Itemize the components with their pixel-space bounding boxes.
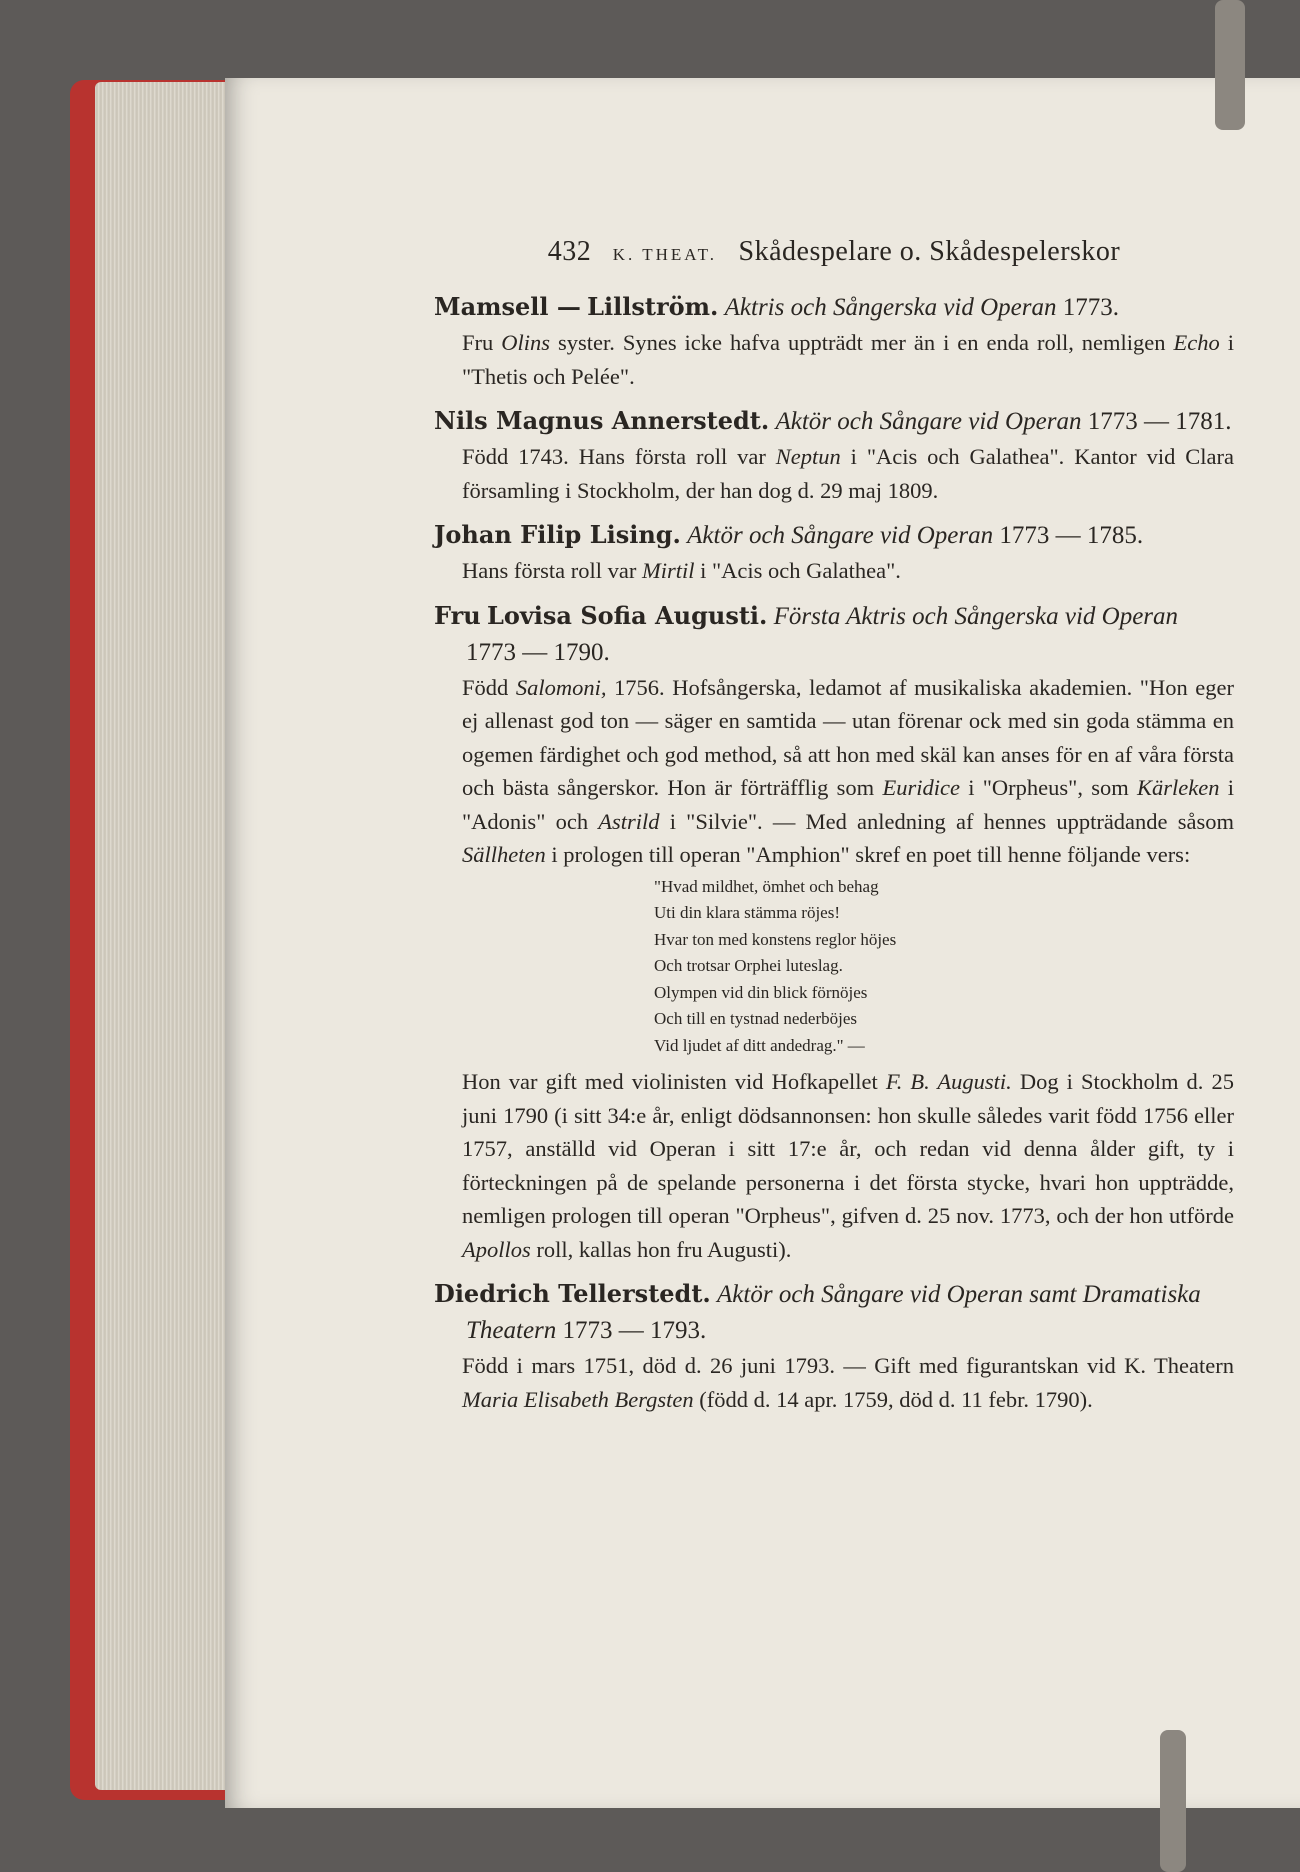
entry-heading (434, 403, 1234, 440)
italic-text: Mirtil (641, 558, 695, 583)
page-text (434, 232, 1234, 1426)
entry-prefix: Mamsell — (434, 292, 581, 321)
poem-line: Och trotsar Orphei luteslag. (654, 956, 843, 975)
entry-role: Aktris och Sångerska vid Operan (724, 294, 1057, 321)
entry-name: Johan Filip Lising. (434, 520, 681, 549)
poem-line: Och till en tystnad nederböjes (654, 1009, 858, 1028)
entry-role: Aktör och Sångare vid Operan (687, 522, 994, 549)
poem-line: "Hvad mildhet, ömhet och behag (654, 876, 879, 896)
entry (434, 517, 1234, 588)
poem (434, 874, 1234, 1060)
entry-role: Aktör och Sångare vid Operan (775, 408, 1082, 435)
entry-name: Nils Magnus Annerstedt. (434, 406, 770, 435)
italic-text: Kärleken (1136, 775, 1220, 800)
running-header (434, 232, 1234, 275)
entry-body-continued: Hon var gift med violinisten vid Hofkapellet F. B. Augusti. Dog i Stockholm d. 25 juni 1790 (i sitt 34:e år, enligt dödsannonsen: hon skulle således varit född 1756 eller 1757, anställd vid Operan i sitt 17:e år, och redan vid denna ålder gift, ty i förteckningen på de spelande personerna i det första stycke, hvari hon uppträdde, nemligen prologen till operan "Orpheus", gifven d. 25 nov. 1773, och der hon utförde Apollos roll, kallas hon fru Augusti). (462, 1069, 1234, 1262)
page-number: 432 (547, 236, 592, 267)
entry-heading (434, 598, 1234, 671)
entry-body: Född 1743. Hans första roll var Neptun i "Acis och Galathea". Kantor vid Clara församling i Stockholm, der han dog d. 29 maj 1809. (462, 444, 1234, 503)
entry-role: Första Aktris och Sångerska vid Operan (773, 602, 1179, 630)
entry-years: 1773 — 1781. (1087, 408, 1232, 435)
italic-text: Olins (501, 330, 550, 355)
poem-line: Uti din klara stämma röjes! (654, 903, 841, 922)
entry-body: Född i mars 1751, död d. 26 juni 1793. — Gift med figurantskan vid K. Theatern Maria Elisabeth Bergsten (född d. 14 apr. 1759, död d. 11 febr. 1790). (462, 1353, 1234, 1412)
italic-text: Salomoni, (515, 674, 607, 700)
entry-years: 1773. (1062, 294, 1120, 321)
entry-role: Aktör och Sångare vid Operan samt Dramatiska Theatern (466, 1281, 1201, 1344)
entry-list (434, 289, 1234, 1416)
entry-heading (434, 1276, 1234, 1349)
entry-name: Lillström. (587, 292, 719, 321)
entry-body: Född Salomoni, 1756. Hofsångerska, ledamot af musikaliska akademien. "Hon eger ej allenast god ton — säger en samtida — utan förenar ock med sin goda stämma en ogemen färdighet och god method, så att hon med skäl kan anses för en af våra första och bästa sångerskor. Hon är förträfflig som Euridice i "Orpheus", som Kärleken i "Adonis" och Astrild i "Silvie". — Med anledning af hennes uppträdande såsom Sällheten i prologen till operan "Amphion" skref en poet till henne följande vers: (462, 674, 1234, 867)
italic-text: Astrild (598, 808, 660, 834)
entry-name: Lovisa Sofia Augusti. (486, 600, 768, 630)
entry-heading (434, 289, 1234, 326)
italic-text: F. B. Augusti. (885, 1069, 1012, 1094)
entry (434, 403, 1234, 507)
bookmark-ribbon-bottom (1160, 1730, 1186, 1872)
entry (434, 289, 1234, 393)
entry-body: Hans första roll var Mirtil i "Acis och Galathea". (462, 558, 901, 583)
entry-name: Diedrich Tellerstedt. (434, 1279, 711, 1308)
entry-prefix: Fru (434, 600, 481, 630)
entry-years: 1773 — 1785. (999, 522, 1144, 549)
entry-years: 1773 — 1790. (466, 638, 610, 666)
italic-text: Sällheten (462, 842, 546, 867)
poem-line: Hvar ton med konstens reglor höjes (654, 929, 897, 949)
entry-body: Fru Olins syster. Synes icke hafva uppträdt mer än i en enda roll, nemligen Echo i "Thetis och Pelée". (462, 330, 1234, 389)
italic-text: Apollos (462, 1236, 531, 1262)
bookmark-ribbon (1215, 0, 1245, 130)
italic-text: Echo (1173, 330, 1220, 355)
entry (434, 598, 1234, 1267)
poem-line: Olympen vid din blick förnöjes (654, 982, 868, 1002)
italic-text: Euridice (882, 775, 960, 800)
running-title: Skådespelare o. Skådespelerskor (738, 236, 1121, 267)
section-label: K. THEAT. (612, 245, 718, 264)
italic-text: Maria Elisabeth Bergsten (462, 1386, 694, 1412)
italic-text: Neptun (775, 444, 841, 469)
poem-line: Vid ljudet af ditt andedrag." — (654, 1035, 865, 1055)
entry-years: 1773 — 1793. (562, 1317, 707, 1344)
entry (434, 1276, 1234, 1416)
entry-heading (434, 517, 1234, 554)
